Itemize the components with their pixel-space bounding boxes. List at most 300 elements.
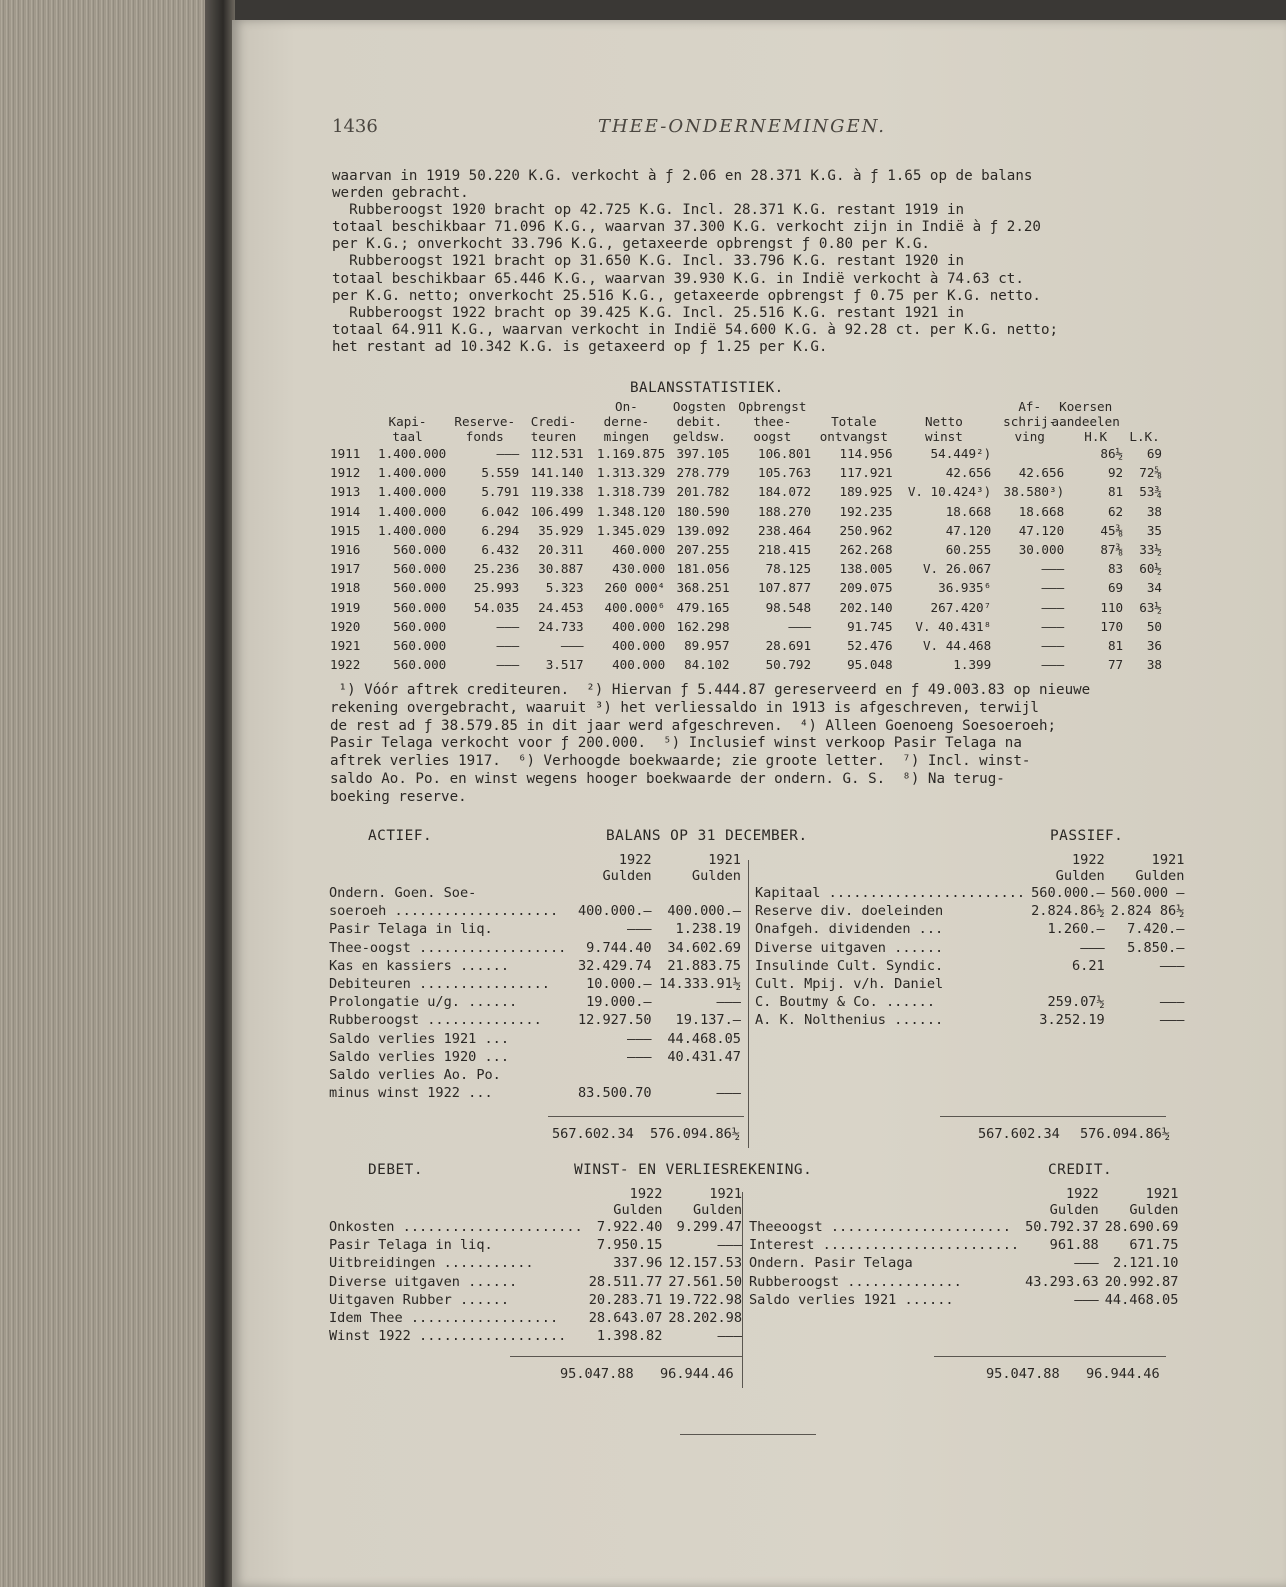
actief-label: Saldo verlies 1920 ... — [329, 1048, 510, 1065]
credit-total-1922: 95.047.88 — [986, 1366, 1060, 1382]
passief-value-1922: 2.824.86½ — [1031, 903, 1105, 920]
stat-cell: 400.000 — [612, 657, 666, 673]
actief-label: Saldo verlies 1921 ... — [329, 1030, 510, 1047]
stat-row — [328, 444, 1164, 463]
stat-row — [328, 598, 1164, 617]
passief-label: C. Boutmy & Co. ...... — [755, 994, 936, 1011]
credit-value-1922: ——— — [1074, 1291, 1099, 1308]
passief-unit: Gulden — [1055, 868, 1105, 884]
actief-value-1922: ——— — [627, 1048, 652, 1065]
actief-label: Ondern. Goen. Soe- — [329, 885, 477, 901]
credit-table — [746, 1186, 1181, 1309]
debet-unit: Gulden — [613, 1202, 663, 1218]
stat-cell: 119.338 — [530, 484, 584, 500]
stat-col-header: Af- schrij- ving — [1003, 399, 1057, 444]
passief-row — [752, 939, 1187, 957]
actief-row — [326, 920, 744, 938]
stat-row — [328, 617, 1164, 636]
stat-cell: 114.956 — [839, 446, 893, 461]
actief-row — [326, 1066, 744, 1084]
stat-cell: 30.887 — [538, 561, 584, 577]
stat-cell: V. 10.424³) — [907, 484, 992, 500]
debet-total-1921: 96.944.46 — [660, 1366, 734, 1382]
passief-unit: Gulden — [1135, 868, 1185, 884]
stat-cell: 560.000 — [393, 542, 447, 558]
stat-cell: 162.298 — [676, 618, 730, 634]
credit-value-1921: 44.468.05 — [1104, 1291, 1179, 1308]
stat-cell: 141.140 — [530, 465, 584, 481]
stat-cell: 1913 — [330, 484, 361, 500]
stat-cell: 45⅜ — [1100, 522, 1124, 538]
actief-row — [326, 1030, 744, 1048]
stat-cell: 5.559 — [481, 465, 520, 481]
debet-total-1922: 95.047.88 — [560, 1366, 634, 1382]
actief-value-1922 — [574, 884, 655, 902]
passief-value-1922: 560.000.— — [1031, 885, 1105, 901]
stat-row — [328, 655, 1164, 674]
stat-cell: 560.000 — [393, 618, 447, 634]
stat-cell: 138.005 — [839, 561, 893, 577]
stat-cell: 1.400.000 — [378, 484, 447, 500]
intro-line: per K.G. netto; onverkocht 25.516 K.G., getaxeerde opbrengst ƒ 0.75 per K.G. netto. — [332, 287, 1041, 304]
debet-blank — [326, 1202, 586, 1218]
debet-row — [326, 1273, 745, 1291]
intro-line: werden gebracht. — [332, 185, 469, 202]
stat-cell: 42.656 — [945, 465, 992, 481]
stat-cell: 1922 — [330, 657, 361, 673]
stat-cell: 218.415 — [758, 542, 812, 558]
intro-line: totaal 64.911 K.G., waarvan verkocht in Indië 54.600 K.G. à 92.28 ct. per K.G. netto; — [332, 321, 1059, 338]
stat-cell: 1.313.329 — [596, 465, 666, 481]
stat-cell: 460.000 — [612, 542, 666, 558]
stat-cell: 560.000 — [393, 599, 447, 615]
credit-blank — [746, 1186, 1022, 1202]
stat-cell: 30.000 — [1018, 542, 1065, 558]
credit-row — [746, 1254, 1181, 1272]
stat-cell: ——— — [560, 638, 584, 654]
actief-heading: ACTIEF. — [368, 828, 433, 844]
stat-cell: 1916 — [330, 542, 361, 558]
stat-col-header: Oogsten debit. geldsw. — [672, 399, 726, 444]
actief-label: Rubberoogst .............. — [329, 1012, 542, 1029]
stat-cell: 54.035 — [473, 599, 520, 615]
actief-value-1922: 10.000.— — [586, 976, 652, 993]
balans-title: BALANS OP 31 DECEMBER. — [606, 828, 808, 844]
actief-label: Pasir Telaga in liq. — [329, 921, 493, 938]
stat-cell: 207.255 — [676, 542, 730, 558]
stat-cell: 5.323 — [545, 580, 584, 596]
stat-cell: ——— — [1041, 657, 1065, 673]
actief-value-1922: 83.500.70 — [577, 1085, 652, 1102]
credit-row — [746, 1236, 1181, 1254]
stat-cell: ——— — [496, 446, 520, 461]
actief-value-1921: 19.137.— — [675, 1012, 741, 1029]
stat-cell: 69 — [1107, 580, 1124, 596]
stat-cell: 181.056 — [676, 561, 730, 577]
debet-row — [326, 1218, 745, 1236]
actief-value-1921: 44.468.05 — [667, 1030, 741, 1047]
stat-cell: 139.092 — [676, 522, 730, 538]
debet-unit: Gulden — [692, 1202, 743, 1218]
stat-row — [328, 578, 1164, 597]
stat-cell: 1912 — [330, 465, 361, 481]
actief-row — [326, 939, 744, 957]
credit-total-rule — [934, 1356, 1166, 1357]
stat-col-header: Credi- teuren — [530, 414, 577, 444]
debet-year: 1922 — [629, 1186, 663, 1202]
credit-year-row — [746, 1186, 1181, 1202]
debet-value-1922: 7.922.40 — [596, 1219, 663, 1235]
actief-value-1922: 400.000.— — [577, 903, 652, 920]
debet-year-row — [326, 1186, 745, 1202]
intro-paragraph — [332, 168, 1164, 356]
credit-value-1922: 961.88 — [1049, 1237, 1099, 1254]
stat-col-header: Koersen aandeelen H.K — [1066, 399, 1125, 444]
actief-table — [326, 852, 744, 1102]
passief-total-rule — [940, 1116, 1166, 1117]
stat-cell: 250.962 — [839, 522, 893, 538]
credit-row — [746, 1291, 1181, 1309]
passief-label: Cult. Mpij. v/h. Daniel — [755, 976, 944, 993]
stat-cell: 262.268 — [839, 542, 893, 558]
actief-total-rule — [548, 1116, 744, 1117]
stat-cell: 34 — [1146, 580, 1162, 596]
stat-cell: 84.102 — [684, 657, 730, 673]
stat-cell: 98.548 — [765, 599, 812, 615]
stat-cell: 36.935⁶ — [938, 580, 992, 596]
credit-unit: Gulden — [1129, 1202, 1179, 1218]
stat-cell: 267.420⁷ — [930, 599, 992, 615]
actief-value-1921: 34.602.69 — [667, 939, 741, 956]
actief-value-1921: ——— — [716, 1085, 741, 1102]
stat-cell: 1.400.000 — [378, 446, 447, 461]
stat-cell: 54.449²) — [930, 446, 992, 461]
stat-cell: 77 — [1107, 657, 1124, 673]
footnotes — [330, 682, 1164, 807]
actief-value-1921: ——— — [716, 994, 741, 1011]
stat-cell: 69 — [1146, 446, 1162, 461]
passief-row — [752, 993, 1187, 1011]
stat-row — [328, 463, 1164, 482]
actief-value-1921: 21.883.75 — [667, 957, 741, 974]
debet-label: Idem Thee .................. — [329, 1310, 559, 1327]
passief-row — [752, 902, 1187, 920]
debet-label: Winst 1922 .................. — [329, 1328, 567, 1345]
koersen-group-header: Koersen aandeelen — [1051, 399, 1120, 429]
stat-cell: 201.782 — [676, 484, 730, 500]
debet-value-1921: 28.202.98 — [668, 1310, 743, 1327]
actief-row — [326, 975, 744, 993]
passief-value-1921: ——— — [1159, 957, 1185, 974]
stat-row — [328, 502, 1164, 521]
passief-label: A. K. Nolthenius ...... — [755, 1012, 944, 1029]
passief-total-1922: 567.602.34 — [978, 1126, 1060, 1142]
debet-value-1921: ——— — [717, 1237, 743, 1254]
actief-label: Saldo verlies Ao. Po. — [329, 1067, 501, 1084]
credit-value-1922: ——— — [1074, 1255, 1099, 1272]
stat-cell: 38.580³) — [1003, 484, 1065, 500]
passief-value-1922: 1.260.— — [1047, 921, 1105, 938]
intro-line: totaal beschikbaar 71.096 K.G., waarvan 37.300 K.G. verkocht zijn in Indië à ƒ 2.20 — [332, 219, 1041, 236]
stat-cell: 35 — [1146, 522, 1162, 538]
passief-value-1921: ——— — [1159, 1012, 1185, 1029]
passief-label: Diverse uitgaven ...... — [755, 939, 944, 956]
credit-blank — [746, 1202, 1022, 1218]
stat-cell: 560.000 — [393, 657, 447, 673]
passief-heading: PASSIEF. — [1050, 828, 1124, 844]
debet-value-1921: 19.722.98 — [668, 1291, 743, 1308]
passief-row — [752, 920, 1187, 938]
page-number: 1436 — [332, 116, 378, 137]
stat-cell: 60½ — [1139, 561, 1162, 577]
actief-blank — [326, 852, 574, 868]
winst-divider — [742, 1192, 743, 1388]
stat-cell: ——— — [1041, 638, 1065, 654]
footnote-line: saldo Ao. Po. en winst wegens hooger boekwaarde der ondern. G. S. ⁸) Na terug- — [330, 770, 1005, 787]
stat-cell: 107.877 — [758, 580, 812, 596]
stat-cell: 400.000 — [612, 638, 666, 654]
passief-unit-row — [752, 868, 1187, 884]
stat-cell: 1.400.000 — [378, 522, 447, 538]
stat-cell — [993, 444, 1066, 463]
stat-cell: 81 — [1107, 484, 1124, 500]
credit-label: Rubberoogst .............. — [749, 1273, 962, 1290]
actief-value-1922: 12.927.50 — [577, 1012, 652, 1029]
passief-value-1921: 7.420.— — [1127, 921, 1185, 938]
stat-cell: 81 — [1107, 638, 1124, 654]
credit-row — [746, 1273, 1181, 1291]
passief-row — [752, 975, 1187, 993]
credit-unit: Gulden — [1049, 1202, 1099, 1218]
stat-cell: 20.311 — [538, 542, 584, 558]
stat-cell: 1920 — [330, 618, 361, 634]
actief-year: 1922 — [618, 852, 652, 868]
stat-col-header: Netto winst — [924, 414, 963, 444]
actief-value-1922: 19.000.— — [586, 994, 652, 1011]
intro-line: Rubberoogst 1920 bracht op 42.725 K.G. Incl. 28.371 K.G. restant 1919 in — [332, 202, 965, 219]
stat-col-header: On- derne- mingen — [603, 399, 650, 444]
stat-cell: 1.348.120 — [596, 503, 666, 519]
debet-label: Onkosten ...................... — [329, 1219, 583, 1235]
debet-value-1921: ——— — [717, 1328, 743, 1345]
stat-cell: 479.165 — [676, 599, 730, 615]
debet-value-1922: 28.643.07 — [588, 1310, 663, 1327]
intro-line: Rubberoogst 1922 bracht op 39.425 K.G. Incl. 25.516 K.G. restant 1921 in — [332, 304, 965, 321]
stat-cell: 38 — [1146, 503, 1162, 519]
statistiek-title: BALANSSTATISTIEK. — [630, 380, 784, 396]
credit-value-1921: 671.75 — [1129, 1237, 1179, 1254]
debet-label: Pasir Telaga in liq. — [329, 1237, 493, 1254]
stat-cell: 38 — [1146, 657, 1162, 673]
footnote-line: boeking reserve. — [330, 788, 467, 805]
stat-cell: 1.169.875 — [596, 446, 666, 461]
stat-cell: 36 — [1146, 638, 1162, 654]
passief-blank — [752, 852, 1028, 868]
stat-cell: 278.779 — [676, 465, 730, 481]
footnote-line: ¹) Vóór aftrek crediteuren. ²) Hiervan ƒ 5.444.87 gereserveerd en ƒ 49.003.83 op nieuwe — [330, 682, 1091, 698]
stat-cell: 1914 — [330, 503, 361, 519]
debet-label: Uitbreidingen ........... — [329, 1255, 534, 1272]
balansstatistiek-table — [328, 399, 1164, 674]
passief-value-1921 — [1108, 975, 1188, 993]
stat-cell: ——— — [496, 638, 520, 654]
stat-cell: 62 — [1107, 503, 1124, 519]
stat-cell: 106.801 — [758, 446, 812, 461]
stat-cell: 170 — [1100, 618, 1124, 634]
stat-cell: ——— — [496, 657, 520, 673]
stat-cell: 400.000⁶ — [604, 599, 666, 615]
stat-cell: 1915 — [330, 522, 361, 538]
credit-year: 1921 — [1145, 1186, 1179, 1202]
stat-cell: 1921 — [330, 638, 361, 654]
actief-value-1921 — [655, 1066, 744, 1084]
stat-cell: 92 — [1107, 465, 1124, 481]
actief-total-1922: 567.602.34 — [552, 1126, 634, 1142]
stat-cell: 18.668 — [945, 503, 992, 519]
passief-year: 1922 — [1072, 852, 1105, 868]
stat-cell: 560.000 — [393, 638, 447, 654]
actief-year-row — [326, 852, 744, 868]
passief-label: Kapitaal ........................ — [755, 885, 1026, 901]
book-gutter — [205, 0, 235, 1587]
stat-cell: 1.318.739 — [596, 484, 666, 500]
footnote-line: aftrek verlies 1917. ⁶) Verhoogde boekwaarde; zie groote letter. ⁷) Incl. winst- — [330, 753, 1031, 770]
credit-value-1922: 50.792.37 — [1025, 1219, 1099, 1235]
stat-cell: 78.125 — [765, 561, 812, 577]
stat-cell: 5.791 — [481, 484, 520, 500]
stat-cell: 560.000 — [393, 580, 447, 596]
debet-value-1922: 7.950.15 — [596, 1237, 663, 1254]
debet-value-1922: 337.96 — [613, 1255, 663, 1272]
intro-line: totaal beschikbaar 65.446 K.G., waarvan 39.930 K.G. in Indië verkocht à 74.63 ct. — [332, 270, 1024, 287]
stat-cell: 86½ — [1100, 446, 1124, 461]
stat-row — [328, 482, 1164, 501]
stat-cell: V. 26.067 — [922, 561, 992, 577]
stat-cell: 28.691 — [765, 638, 812, 654]
footnote-line: rekening overgebracht, waaruit ³) het verliessaldo in 1913 is afgeschreven, terwijl — [330, 699, 1039, 716]
balans-divider — [748, 860, 749, 1148]
debet-row — [326, 1291, 745, 1309]
stat-cell: 1.400.000 — [378, 503, 447, 519]
stat-cell: 260 000⁴ — [604, 580, 666, 596]
debet-value-1921: 9.299.47 — [676, 1219, 743, 1235]
stat-cell: 560.000 — [393, 561, 447, 577]
stat-cell: 189.925 — [839, 484, 893, 500]
stat-col-header: Kapi- taal — [388, 414, 427, 444]
stat-col-header: L.K. — [1129, 429, 1160, 444]
stat-cell: 1919 — [330, 599, 361, 615]
actief-row — [326, 993, 744, 1011]
passief-value-1922: ——— — [1080, 939, 1105, 956]
book-page-edges — [0, 0, 215, 1587]
stat-cell: 188.270 — [758, 503, 812, 519]
passief-total-1921: 576.094.86½ — [1080, 1126, 1171, 1142]
credit-heading: CREDIT. — [1048, 1162, 1113, 1178]
passief-label: Insulinde Cult. Syndic. — [755, 957, 944, 974]
credit-total-1921: 96.944.46 — [1086, 1366, 1160, 1382]
credit-unit-row — [746, 1202, 1181, 1218]
stat-cell: 106.499 — [530, 503, 584, 519]
intro-line: Rubberoogst 1921 bracht op 31.650 K.G. Incl. 33.796 K.G. restant 1920 in — [332, 253, 965, 270]
stat-cell: 202.140 — [839, 599, 893, 615]
actief-value-1921: 14.333.91½ — [659, 976, 741, 993]
stat-cell: 430.000 — [612, 561, 666, 577]
actief-value-1921: 40.431.47 — [667, 1048, 741, 1065]
intro-line: waarvan in 1919 50.220 K.G. verkocht à ƒ 2.06 en 28.371 K.G. à ƒ 1.65 op de balans — [332, 168, 1033, 184]
actief-row — [326, 957, 744, 975]
stat-cell: 400.000 — [612, 618, 666, 634]
credit-value-1921: 20.992.87 — [1104, 1273, 1179, 1290]
stat-cell: 83 — [1107, 561, 1124, 577]
credit-value-1921: 2.121.10 — [1112, 1255, 1179, 1272]
passief-value-1921: 5.850.— — [1127, 939, 1185, 956]
stat-col-header: Totale ontvangst — [819, 414, 888, 444]
stat-cell: 1918 — [330, 580, 361, 596]
stat-cell: 25.993 — [473, 580, 520, 596]
actief-value-1921: 400.000.— — [667, 903, 741, 920]
credit-year: 1922 — [1066, 1186, 1099, 1202]
stat-cell: 192.235 — [839, 503, 893, 519]
actief-label: Kas en kassiers ...... — [329, 957, 510, 974]
stat-cell: 1.345.029 — [596, 522, 666, 538]
actief-total-1921: 576.094.86½ — [650, 1126, 741, 1142]
stat-cell: V. 40.431⁸ — [915, 618, 992, 634]
stat-cell: ——— — [1041, 580, 1065, 596]
debet-value-1922: 28.511.77 — [588, 1273, 663, 1290]
stat-cell: 368.251 — [676, 580, 730, 596]
actief-value-1922: ——— — [627, 921, 652, 938]
actief-value-1922 — [574, 1066, 655, 1084]
passief-value-1921: 560.000 — — [1110, 885, 1185, 901]
stat-cell: 42.656 — [1018, 465, 1065, 481]
stat-cell: 47.120 — [1018, 522, 1065, 538]
passief-year: 1921 — [1151, 852, 1185, 868]
stat-col-header — [328, 399, 367, 444]
credit-value-1921: 28.690.69 — [1104, 1219, 1179, 1235]
stat-row — [328, 540, 1164, 559]
actief-row — [326, 1048, 744, 1066]
actief-row — [326, 1011, 744, 1029]
stat-cell: 24.733 — [538, 618, 584, 634]
debet-value-1921: 27.561.50 — [668, 1273, 743, 1290]
footnote-line: de rest ad ƒ 38.579.85 in dit jaar werd afgeschreven. ⁴) Alleen Goenoeng Soesoeroeh; — [330, 717, 1057, 734]
passief-row — [752, 1011, 1187, 1029]
credit-value-1922: 43.293.63 — [1025, 1273, 1099, 1290]
passief-value-1921: ——— — [1159, 994, 1185, 1011]
actief-value-1921 — [655, 884, 744, 902]
stat-cell: 53¾ — [1139, 484, 1162, 500]
stat-row — [328, 521, 1164, 540]
footnote-line: Pasir Telaga verkocht voor ƒ 200.000. ⁵) Inclusief winst verkoop Pasir Telaga na — [330, 735, 1022, 752]
actief-value-1922: 32.429.74 — [577, 957, 652, 974]
stat-cell: 63½ — [1139, 599, 1162, 615]
actief-label: minus winst 1922 ... — [329, 1085, 493, 1102]
debet-row — [326, 1254, 745, 1272]
stat-cell: 105.763 — [758, 465, 812, 481]
stat-cell: 35.929 — [538, 522, 584, 538]
debet-row — [326, 1327, 745, 1345]
stat-cell: 33½ — [1139, 542, 1162, 558]
stat-cell: 117.921 — [839, 465, 893, 481]
stat-cell: 238.464 — [758, 522, 812, 538]
actief-unit: Gulden — [691, 868, 741, 884]
running-head: THEE-ONDERNEMINGEN. — [597, 116, 887, 137]
stat-cell: 25.236 — [473, 561, 520, 577]
debet-label: Diverse uitgaven ...... — [329, 1273, 518, 1290]
actief-value-1921: 1.238.19 — [675, 921, 741, 938]
stat-cell: 60.255 — [945, 542, 992, 558]
actief-row — [326, 1084, 744, 1102]
